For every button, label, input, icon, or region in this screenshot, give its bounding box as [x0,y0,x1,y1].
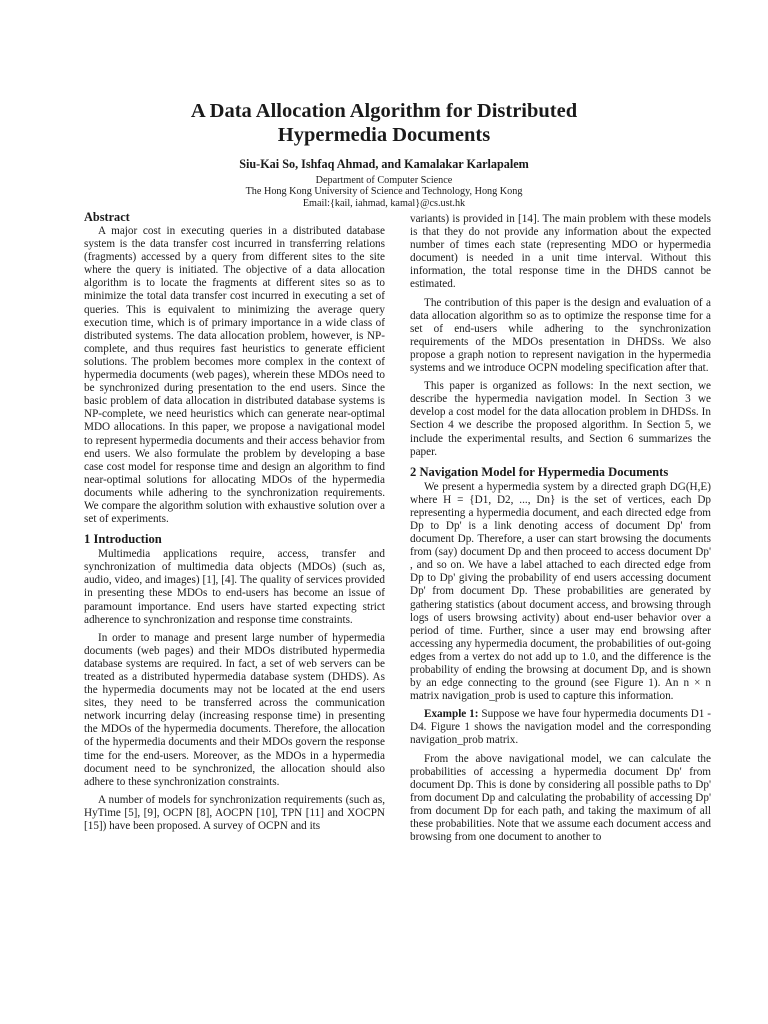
affiliation-email: Email:{kail, iahmad, kamal}@cs.ust.hk [302,198,466,209]
intro-paragraph-1: Multimedia applications require, access, transfer and synchronization of multimedia data objects (MDOs) (such as, audio, video, and images) [1], [4]. The quality of services provided in presenting these MDOs to end-users has become an issue of paramount importance. End users have started expecting strict adherence to synchronization and response time constraints. [84,548,385,626]
example-paragraph [410,708,711,747]
section2-paragraph-1: We present a hypermedia system by a directed graph DG(H,E) where H = {D1, D2, ..., Dn} is the set of vertices, each Dp representing a hypermedia document, and each directed edge from Dp to Dp' is a link denoting access of document Dp' from document Dp. Therefore, a user can start browsing the documents from (say) document Dp and then proceed to access document Dp' , and so on. We have a label attached to each directed edge from Dp to Dp' giving the probability of end users accessing document Dp' from document Dp. These probabilities are generated by gathering statistics (about document access, and browsing through logs of users browsing activity) about end-user behavior over a period of time. Further, since a user may end browsing after accessing any hypermedia document, the probabilities of out-going edges from a vertex do not add up to 1.0, and the difference is the probability of ending the browsing at document Dp, and is shown by an edge connecting to the ground (see Figure 1). An n × n matrix navigation_prob is used to capture this information. [410,480,711,703]
intro-paragraph-3: A number of models for synchronization requirements (such as, HyTime [5], [9], OCPN [8], AOCPN [10], TPN [11] and XOCPN [15]) have been proposed. A survey of OCPN and its [84,793,385,833]
section2-paragraph-3: From the above navigational model, we can calculate the probabilities of accessing a hypermedia document Dp' from document Dp. This is done by considering all possible paths to Dp' from document Dp and calculating the probability of accessing Dp' from document Dp for each path, and taking the maximum of all these probabilities. Note that we assume each document access and browsing from one document to another to [410,752,711,844]
affiliation-department: Department of Computer Science [315,175,453,186]
right-paragraph-1: variants) is provided in [14]. The main problem with these models is that they do not provide any information about the expected number of times each state (representing MDO or hypermedia document) is needed in a unit time interval. Without this information, the total response time in the DHDS cannot be estimated. [410,213,711,291]
example-text: Suppose we have four hypermedia documents D1 - D4. Figure 1 shows the navigation model and the corresponding navigation_prob matrix. [410,708,711,747]
intro-paragraph-2: In order to manage and present large number of hypermedia documents (web pages) and their MDOs distributed hypermedia database systems are required. In fact, a set of web servers can be treated as a distributed hypermedia database system (DHDS). As the hypermedia documents may not be located at the end users sites, they need to be transferred across the communication network incurring delay (increasing response time) in presenting the MDOs of the hypermedia documents. Therefore, the allocation of the hypermedia documents and their MDOs govern the response time for the end-users. Moreover, as the MDOs in a hypermedia document need to be synchronized, the allocation should also adhere to these synchronization constraints. [84,631,385,788]
right-column [410,213,711,849]
example-label: Example 1: [424,708,479,721]
abstract-text: A major cost in executing queries in a distributed database system is the data transfer cost incurred in transferring relations (fragments) accessed by a query from different sites to the site where the query is initiated. The objective of a data allocation algorithm is to locate the fragments at different sites so as to minimize the total data transfer cost incurred in executing a set of queries. This is equivalent to minimizing the average query execution time, which is of primary importance in a wide class of distributed systems. The data allocation problem, however, is NP-complete, and thus requires fast heuristics to generate efficient solutions. The problem becomes more complex in the context of hypermedia documents (web pages), wherein these MDOs need to be synchronized during presentation to the end users. Since the basic problem of data allocation in distributed database systems is NP-complete, we need heuristics which can generate near-optimal MDO allocations. In this paper, we propose a navigational model to represent hypermedia documents and their access behavior from end users. We also formulate the problem by developing a base case cost model for response time and design an algorithm to find near-optimal solutions for allocating MDOs of the hypermedia documents while adhering to the synchronization requirements. We compare the algorithm solution with exhaustive solution over a set of experiments. [84,225,385,526]
contribution-paragraph: The contribution of this paper is the design and evaluation of a data allocation algorithm so as to optimize the response time for a set of end-users while adhering to the synchronization requirements of the MDOs presentation in DHDSs. We also propose a graph notion to represent navigation in the hypermedia systems and we introduce OCPN modeling specification after that. [410,296,711,375]
introduction-heading: 1 Introduction [84,532,162,547]
abstract-heading: Abstract [84,210,130,224]
section2-heading: 2 Navigation Model for Hypermedia Documents [410,464,669,479]
paper-authors: Siu-Kai So, Ishfaq Ahmad, and Kamalakar Karlapalem [239,157,529,171]
organization-paragraph: This paper is organized as follows: In the next section, we describe the hypermedia navigation model. In Section 3 we develop a cost model for the data allocation problem in DHDSs. In Section 4 we describe the proposed algorithm. In Section 5, we include the experimental results, and Section 6 summarizes the paper. [410,380,711,458]
affiliation-university: The Hong Kong University of Science and Technology, Hong Kong [245,186,523,197]
paper-title-line1: A Data Allocation Algorithm for Distributed [190,100,578,122]
left-column [84,210,385,838]
paper-title-line2: Hypermedia Documents [277,124,491,146]
